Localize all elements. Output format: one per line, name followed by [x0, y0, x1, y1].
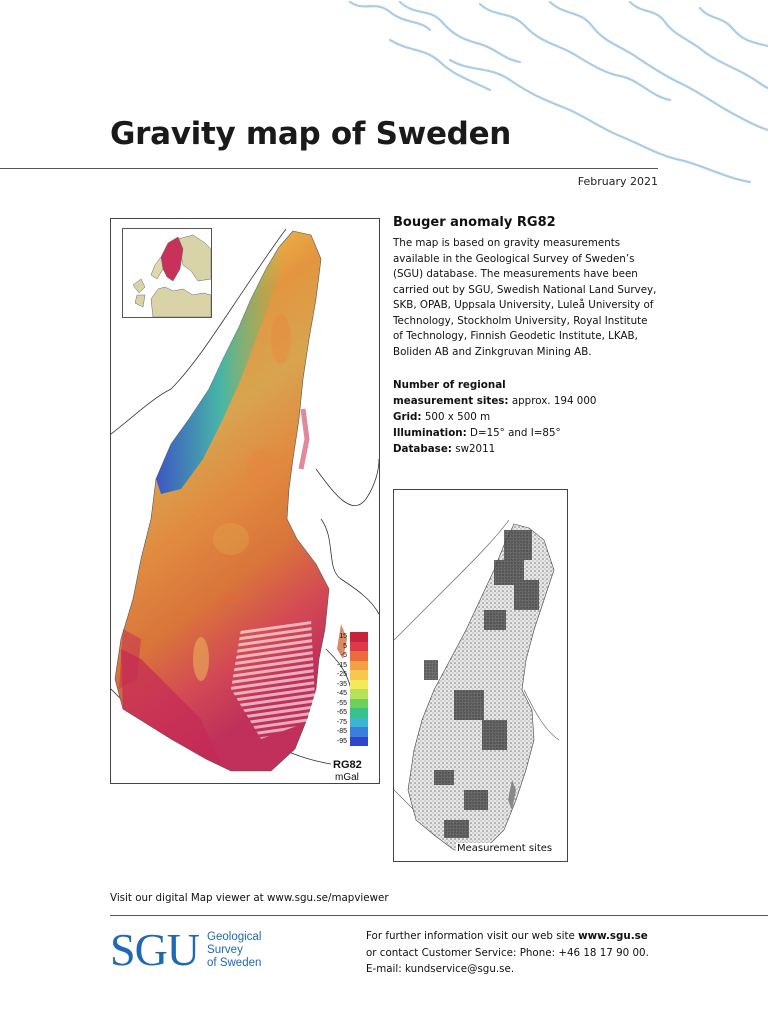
legend-tick-label: -35: [336, 680, 347, 688]
contact-info: [366, 928, 649, 978]
legend-swatch: [350, 718, 368, 728]
legend-row: [332, 661, 372, 671]
legend-swatch: [350, 680, 368, 690]
fact-grid: [393, 409, 663, 425]
legend-title: RG82: [333, 759, 362, 771]
fact-value: 500 x 500 m: [424, 411, 491, 423]
legend-row: [332, 699, 372, 709]
fact-value: approx. 194 000: [511, 395, 597, 407]
logo-line: Geological: [207, 931, 262, 943]
fact-illumination: [393, 425, 663, 441]
legend-tick-label: -45: [336, 690, 347, 698]
fact-label: Database:: [393, 443, 452, 455]
legend-swatch: [350, 661, 368, 671]
fact-label: measurement sites:: [393, 395, 509, 407]
description-line: carried out by SGU, Swedish National Land Survey,: [393, 283, 657, 296]
legend-swatch: [350, 737, 368, 747]
logo-line: Survey: [207, 944, 243, 956]
fact-database: [393, 441, 663, 457]
fact-label: Illumination:: [393, 427, 467, 439]
website-link[interactable]: www.sgu.se: [578, 930, 648, 942]
description-line: SKB, OPAB, Uppsala University, Luleå University of: [393, 299, 654, 311]
description-text: [393, 236, 663, 360]
legend-row: [332, 632, 372, 642]
fact-value: sw2011: [455, 443, 496, 455]
legend-swatch: [350, 689, 368, 699]
description-line: (SGU) database. The measurements have been: [393, 268, 638, 280]
gravity-map-figure: [110, 218, 380, 784]
legend-tick-label: 5: [343, 642, 347, 650]
measurement-sites-figure: [393, 489, 568, 862]
legend-tick-label: -15: [336, 661, 347, 669]
legend-tick-label: -65: [336, 709, 347, 717]
title-divider: [0, 168, 658, 169]
legend-tick-label: -85: [336, 728, 347, 736]
description-line: Technology, Stockholm University, Royal Institute: [393, 314, 648, 327]
legend-tick-label: -55: [336, 699, 347, 707]
legend-unit: mGal: [335, 772, 359, 783]
fact-sites-label: Number of regional: [393, 379, 506, 391]
legend-row: [332, 689, 372, 699]
description-line: Boliden AB and Zinkgruvan Mining AB.: [393, 345, 592, 358]
contact-email[interactable]: E-mail: kundservice@sgu.se.: [366, 963, 515, 975]
description-line: The map is based on gravity measurements: [393, 237, 621, 249]
legend-tick-label: 15: [339, 633, 347, 641]
page-title: Gravity map of Sweden: [110, 116, 512, 152]
color-legend: [332, 632, 372, 746]
logo-line: of Sweden: [207, 957, 262, 969]
legend-row: [332, 651, 372, 661]
mapviewer-notice: Visit our digital Map viewer at www.sgu.se/mapviewer: [110, 892, 389, 904]
legend-tick-label: -95: [336, 737, 347, 745]
legend-swatch: [350, 670, 368, 680]
footer-divider: [110, 915, 768, 916]
legend-swatch: [350, 632, 368, 642]
decorative-waves: [330, 0, 768, 190]
sgu-logo-mark: SGU: [110, 924, 200, 975]
legend-swatch: [350, 642, 368, 652]
fact-value: D=15° and I=85°: [470, 427, 561, 439]
fact-sites: [393, 393, 663, 409]
fact-label: Grid:: [393, 411, 422, 423]
publication-date: February 2021: [577, 175, 658, 188]
legend-tick-label: -5: [340, 652, 347, 660]
description-line: available in the Geological Survey of Sweden’s: [393, 252, 635, 265]
legend-row: [332, 708, 372, 718]
europe-inset-map: [122, 228, 212, 318]
legend-swatch: [350, 708, 368, 718]
legend-swatch: [350, 727, 368, 737]
sgu-logo: [110, 924, 262, 975]
sgu-logo-text: [207, 928, 261, 970]
legend-swatch: [350, 699, 368, 709]
sites-map-caption: Measurement sites: [457, 843, 553, 854]
legend-row: [332, 727, 372, 737]
contact-phone: or contact Customer Service: Phone: +46 18 17 90 00.: [366, 946, 649, 959]
legend-row: [332, 680, 372, 690]
legend-tick-label: -75: [336, 718, 347, 726]
map-facts: [393, 377, 663, 457]
legend-tick-label: -25: [336, 671, 347, 679]
legend-row: [332, 670, 372, 680]
legend-row: [332, 737, 372, 747]
measurement-sites-map: [394, 490, 567, 861]
legend-row: [332, 642, 372, 652]
legend-swatch: [350, 651, 368, 661]
section-heading: Bouger anomaly RG82: [393, 215, 556, 230]
contact-website: For further information visit our web site www.sgu.se: [366, 930, 648, 942]
description-line: of Technology, Finnish Geodetic Institute, LKAB,: [393, 330, 638, 342]
legend-row: [332, 718, 372, 728]
